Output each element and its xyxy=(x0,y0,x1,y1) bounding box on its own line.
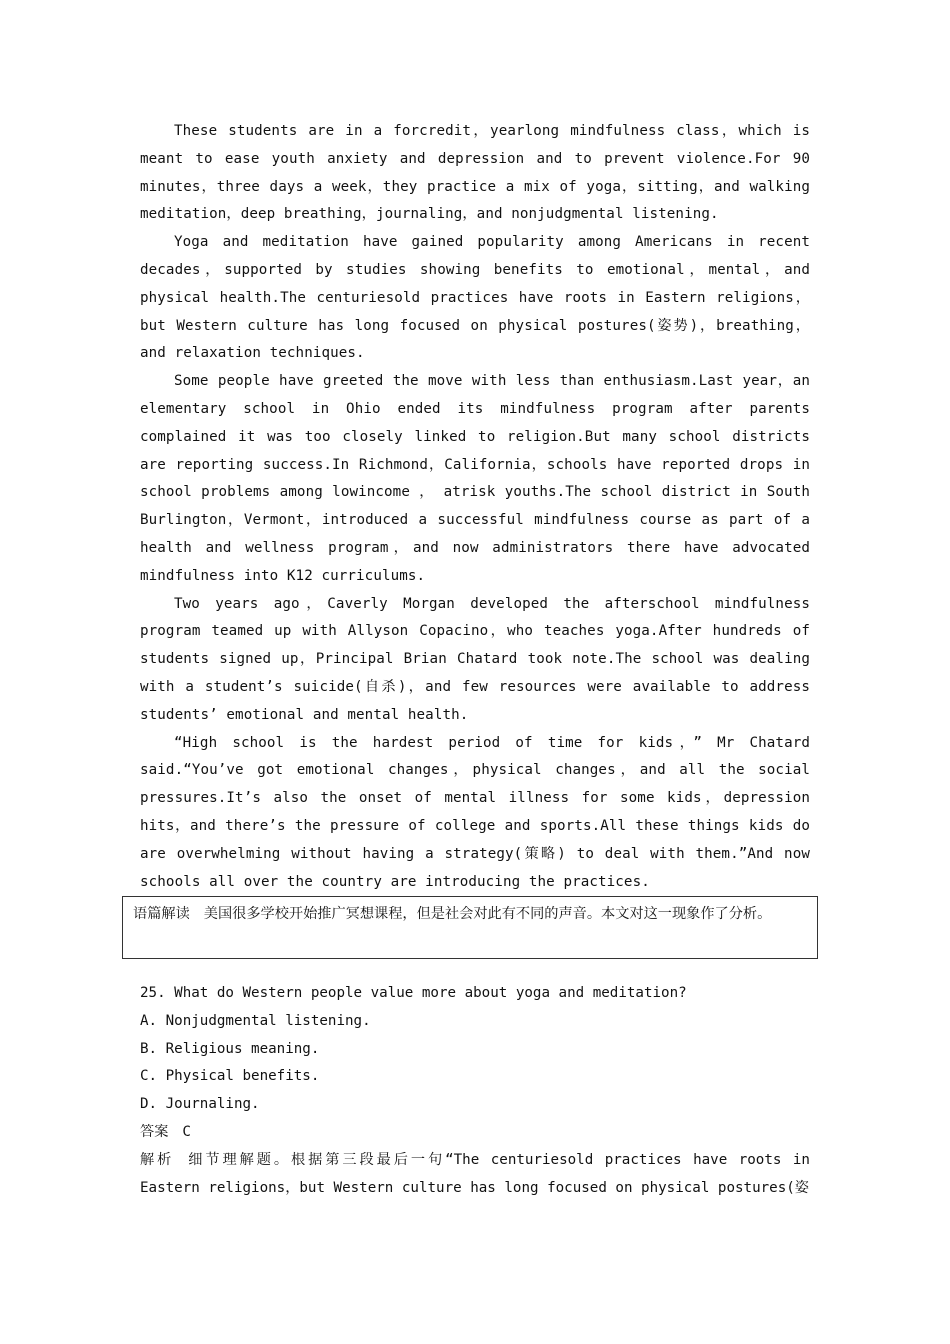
passage-paragraph-5: “High school is the hardest period of time for kids，” Mr Chatard said.“You’ve got emotional changes，physical changes，and all the social pressures.It’s also the onset of mental illness for some kids，depression hits，and there’s the pressure of college and sports.All these things kids do are overwhelming without having a strategy(策略) to deal with them.”And now schools all over the country are introducing the practices. xyxy=(140,734,810,890)
passage-analysis-box xyxy=(122,896,818,959)
option-c: C. Physical benefits. xyxy=(140,1068,320,1085)
passage-paragraph-1: These students are in a forcredit，yearlong mindfulness class，which is meant to ease youth anxiety and depression and to prevent violence.For 90 minutes，three days a week，they practice a mix of yoga，sitting，and walking meditation，deep breathing，journaling，and nonjudgmental listening. xyxy=(140,123,810,223)
option-b: B. Religious meaning. xyxy=(140,1040,320,1057)
question-section xyxy=(140,980,810,1202)
reading-passage xyxy=(140,118,810,896)
passage-paragraph-3: Some people have greeted the move with less than enthusiasm.Last year，an elementary school in Ohio ended its mindfulness program after parents complained it was too closely linked to religion.But many school districts are reporting success.In Richmond，California，schools have reported drops in school problems among lowincome ， atrisk youths.The school district in South Burlington，Vermont，introduced a successful mindfulness course as part of a health and wellness program，and now administrators there have advocated mindfulness into K12 curriculums. xyxy=(140,373,810,584)
analysis-text: 美国很多学校开始推广冥想课程，但是社会对此有不同的声音。本文对这一现象作了分析。 xyxy=(203,906,772,922)
passage-paragraph-4: Two years ago，Caverly Morgan developed the afterschool mindfulness program teamed up with Allyson Copacino，who teaches yoga.After hundreds of students signed up，Principal Brian Chatard took note.The school was dealing with a student’s suicide(自杀)，and few resources were available to address students’ emotional and mental health. xyxy=(140,595,810,723)
answer-label: 答案 xyxy=(140,1123,169,1140)
question-stem: 25. What do Western people value more about yoga and meditation? xyxy=(140,985,687,1001)
explanation xyxy=(140,1147,810,1203)
option-d: D. Journaling. xyxy=(140,1096,260,1113)
option-a: A. Nonjudgmental listening. xyxy=(140,1012,371,1029)
explanation-text: 细节理解题。根据第三段最后一句“The centuriesold practices have roots in Eastern religions，but Western culture has long focused on physical postures(姿 xyxy=(140,1151,810,1196)
passage-paragraph-2: Yoga and meditation have gained popularity among Americans in recent decades，supported by studies showing benefits to emotional，mental，and physical health.The centuriesold practices have roots in Eastern religions，but Western culture has long focused on physical postures(姿势)，breathing，and relaxation techniques. xyxy=(140,234,810,362)
answer-line xyxy=(140,1119,810,1147)
explanation-label: 解析 xyxy=(140,1151,175,1168)
analysis-label: 语篇解读 xyxy=(133,906,190,922)
answer-value: C xyxy=(182,1123,191,1140)
